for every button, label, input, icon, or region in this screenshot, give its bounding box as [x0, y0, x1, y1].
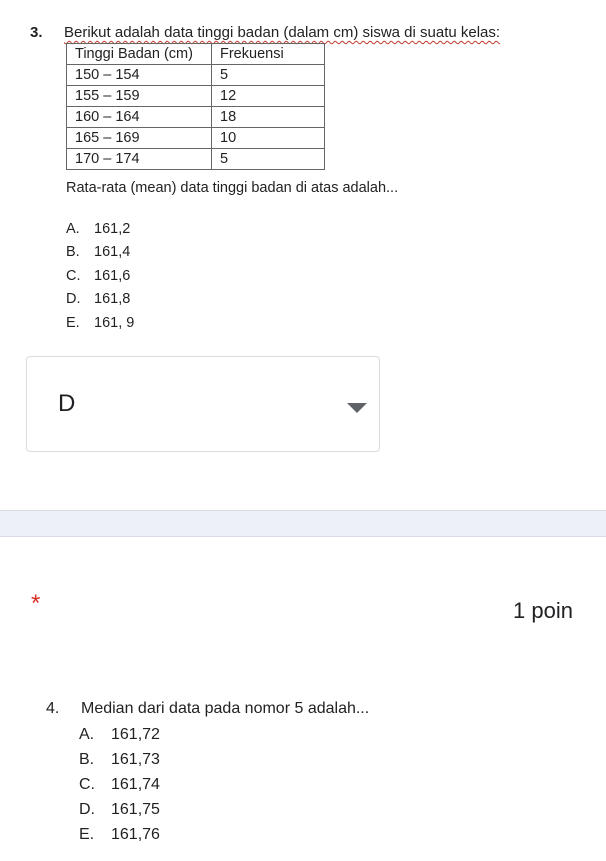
table-cell: 165 – 169: [67, 128, 212, 149]
option-d: [66, 288, 134, 312]
option-text: 161, 9: [94, 314, 135, 331]
table-header: Frekuensi: [212, 44, 325, 65]
answer-dropdown[interactable]: [26, 356, 380, 452]
option-text: 161,6: [94, 267, 131, 284]
option-text: 161,72: [111, 725, 160, 743]
option-text: 161,2: [94, 220, 131, 237]
table-header: Tinggi Badan (cm): [67, 44, 212, 65]
table-cell: 5: [212, 65, 325, 86]
table-row: [67, 65, 325, 86]
option-b: [66, 241, 134, 265]
option-e: [66, 311, 134, 335]
table-header-row: [67, 44, 325, 65]
option-a: [66, 217, 134, 241]
question-text: Median dari data pada nomor 5 adalah...: [81, 700, 370, 717]
table-cell: 18: [212, 107, 325, 128]
required-asterisk: *: [31, 590, 41, 617]
option-letter: C.: [79, 775, 95, 793]
option-text: 161,8: [94, 291, 131, 308]
option-letter: A.: [79, 725, 95, 743]
option-b: [79, 747, 160, 772]
table-row: [67, 107, 325, 128]
option-text: 161,74: [111, 775, 160, 793]
option-text: 161,76: [111, 825, 160, 843]
question-3-title: [30, 24, 500, 41]
table-row: [67, 128, 325, 149]
option-letter: E.: [79, 825, 95, 843]
table-row: [67, 149, 325, 170]
table-cell: 170 – 174: [67, 149, 212, 170]
table-cell: 5: [212, 149, 325, 170]
option-letter: D.: [66, 291, 81, 308]
answer-options: [79, 722, 160, 847]
option-text: 161,73: [111, 750, 160, 768]
option-c: [79, 772, 160, 797]
question-number: 4.: [46, 700, 60, 717]
option-e: [79, 822, 160, 847]
option-a: [79, 722, 160, 747]
dropdown-selected-value: D: [58, 390, 76, 417]
option-c: [66, 264, 134, 288]
option-letter: E.: [66, 314, 80, 331]
triangle-down-icon[interactable]: [347, 403, 367, 413]
option-text: 161,4: [94, 244, 131, 261]
option-d: [79, 797, 160, 822]
table-cell: 150 – 154: [67, 65, 212, 86]
table-cell: 12: [212, 86, 325, 107]
answer-options: [66, 217, 134, 335]
table-cell: 10: [212, 128, 325, 149]
question-text: Berikut adalah data tinggi badan (dalam cm) siswa di suatu kelas:: [64, 24, 501, 41]
option-letter: D.: [79, 800, 95, 818]
table-cell: 155 – 159: [67, 86, 212, 107]
height-frequency-table: [66, 43, 325, 170]
question-number: 3.: [30, 24, 43, 41]
option-letter: B.: [66, 244, 80, 261]
option-text: 161,75: [111, 800, 160, 818]
question-4-title: [46, 700, 369, 718]
table-cell: 160 – 164: [67, 107, 212, 128]
section-divider: [0, 510, 606, 537]
option-letter: B.: [79, 750, 95, 768]
table-row: [67, 86, 325, 107]
points-label: 1 poin: [513, 598, 573, 623]
question-prompt: Rata-rata (mean) data tinggi badan di atas adalah...: [66, 180, 399, 196]
option-letter: A.: [66, 220, 80, 237]
option-letter: C.: [66, 267, 81, 284]
